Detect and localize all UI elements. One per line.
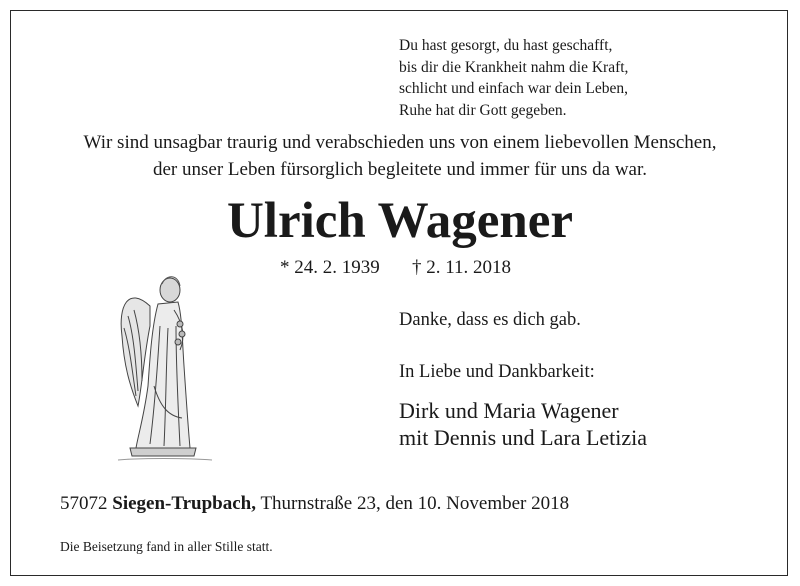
- deceased-name: Ulrich Wagener: [226, 193, 574, 249]
- intro-line: der unser Leben fürsorglich begleitete und immer für uns da war.: [152, 159, 648, 180]
- family-names: [399, 397, 647, 451]
- birth-date: * 24. 2. 1939: [280, 257, 380, 278]
- thanks-text: Danke, dass es dich gab.: [399, 310, 581, 330]
- poem-line: bis dir die Krankheit nahm die Kraft,: [399, 58, 629, 76]
- poem-line: Du hast gesorgt, du hast geschafft,: [399, 37, 613, 54]
- postcode: 57072: [60, 493, 108, 514]
- family-line: Dirk und Maria Wagener: [399, 398, 619, 423]
- intro-text: [0, 129, 800, 183]
- poem-line: schlicht und einfach war dein Leben,: [399, 80, 628, 97]
- address-line: [60, 493, 569, 515]
- address-rest: Thurnstraße 23, den 10. November 2018: [260, 493, 570, 514]
- poem: [399, 35, 628, 121]
- closing-text: In Liebe und Dankbarkeit:: [399, 362, 595, 382]
- death-date: † 2. 11. 2018: [412, 257, 512, 278]
- intro-line: Wir sind unsagbar traurig und verabschieden uns von einem liebevollen Menschen,: [83, 132, 717, 153]
- poem-line: Ruhe hat dir Gott gegeben.: [399, 101, 567, 119]
- angel-statue-icon: [108, 266, 218, 466]
- burial-note: Die Beisetzung fand in aller Stille statt.: [60, 539, 273, 554]
- place-name: Siegen-Trupbach,: [112, 493, 257, 514]
- family-line: mit Dennis und Lara Letizia: [399, 425, 648, 450]
